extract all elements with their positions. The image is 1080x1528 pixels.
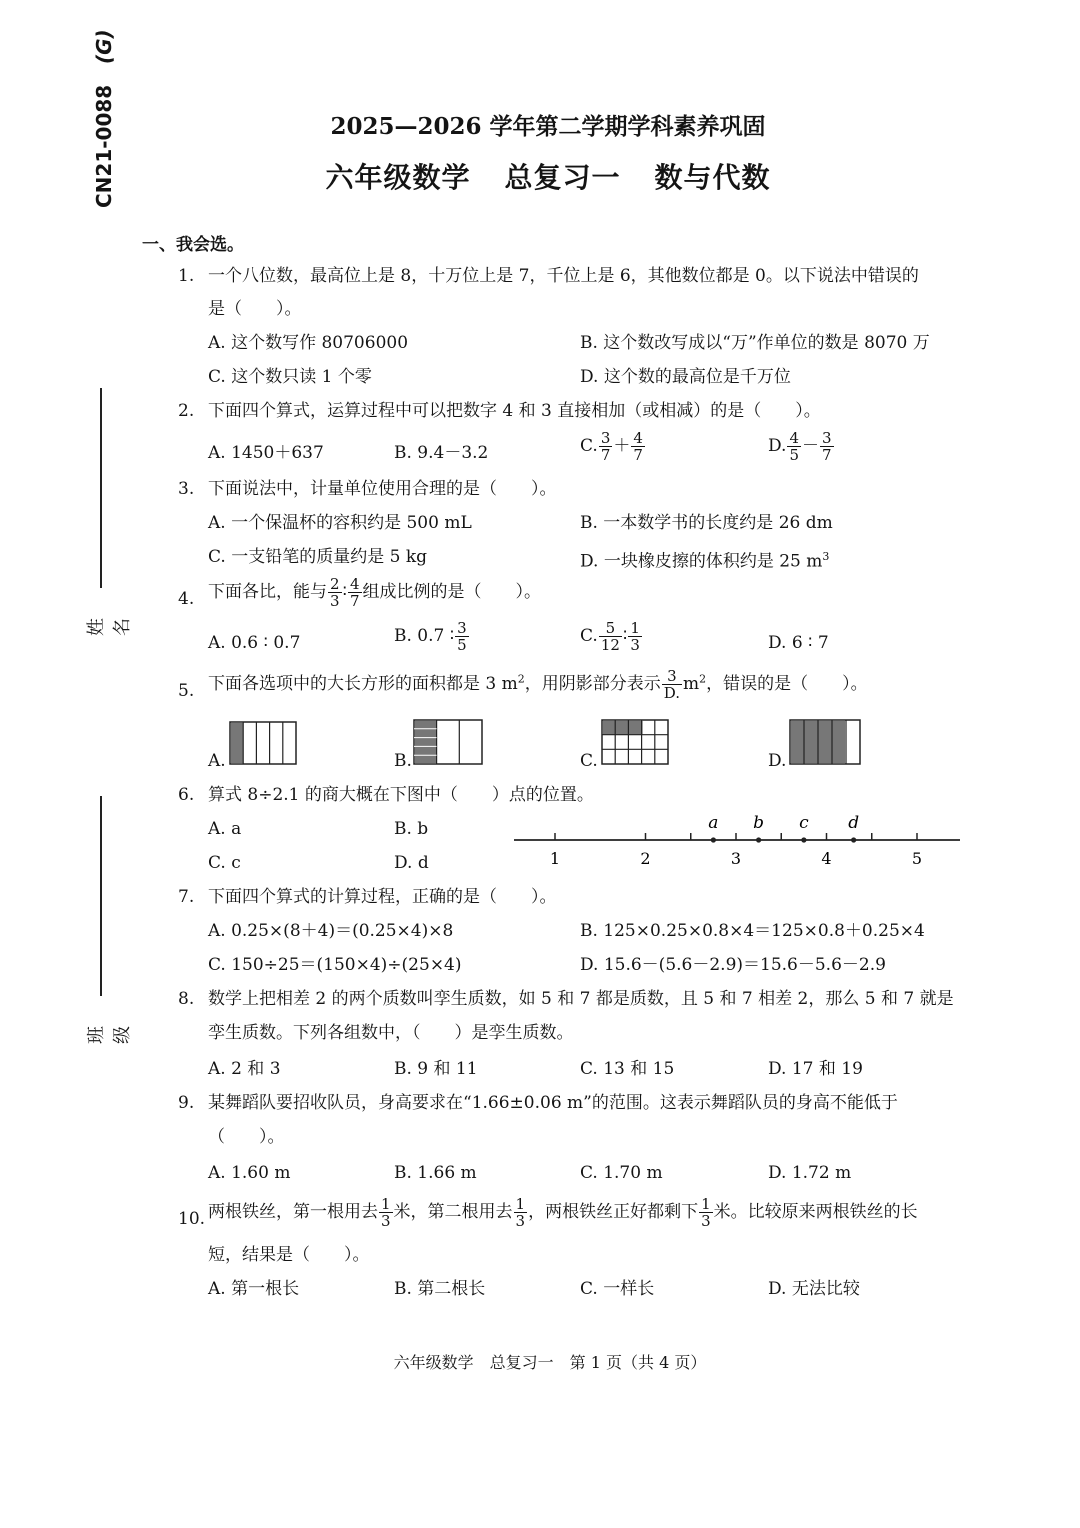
q10-option-d[interactable]: D. 无法比较 xyxy=(768,1279,860,1299)
q1-option-c[interactable]: C. 这个数只读 1 个零 xyxy=(208,367,372,387)
q2-stem: 下面四个算式，运算过程中可以把数字 4 和 3 直接相加（或相减）的是（ ）。 xyxy=(208,401,821,421)
q2-option-d[interactable]: D. $\frac{4}{5}$ － $\frac{3}{7}$ xyxy=(768,429,832,464)
point-label-b: b xyxy=(753,813,765,833)
fraction: $\frac{4}{7}$ xyxy=(349,575,360,610)
fraction: $\frac{3}{D.}$ xyxy=(663,667,681,702)
page-subtitle xyxy=(0,156,1080,196)
q7-option-b[interactable]: B. 125×0.25×0.8×4＝125×0.8＋0.25×4 xyxy=(580,921,925,941)
q5-figure-a xyxy=(230,722,300,768)
q3-number: 3. xyxy=(178,479,195,499)
q5-option-d[interactable]: D. xyxy=(768,751,787,771)
q6-option-a[interactable]: A. a xyxy=(208,819,242,839)
q6-option-d[interactable]: D. d xyxy=(394,853,429,873)
exam-code: CN21-0088 xyxy=(92,84,116,208)
q2-number: 2. xyxy=(178,401,195,421)
q5-option-c[interactable]: C. xyxy=(580,751,598,771)
q5-option-b[interactable]: B. xyxy=(394,751,412,771)
q6-option-b[interactable]: B. b xyxy=(394,819,429,839)
fraction: $\frac{1}{3}$ xyxy=(515,1195,526,1230)
q7-option-c[interactable]: C. 150÷25＝(150×4)÷(25×4) xyxy=(208,955,462,975)
q7-option-a[interactable]: A. 0.25×(8＋4)＝(0.25×4)×8 xyxy=(208,921,454,941)
q3-stem: 下面说法中，计量单位使用合理的是（ ）。 xyxy=(208,479,557,499)
fraction: $\frac{1}{3}$ xyxy=(381,1195,391,1230)
fraction: $\frac{2}{3}$ xyxy=(330,575,340,610)
q8-option-c[interactable]: C. 13 和 15 xyxy=(580,1059,675,1079)
q8-stem-line2: 孪生质数。下列各组数中，（ ）是孪生质数。 xyxy=(208,1023,574,1043)
q9-stem-line1: 某舞蹈队要招收队员，身高要求在“1.66±0.06 m”的范围。这表示舞蹈队员的身高不能低于 xyxy=(208,1093,898,1113)
q5-stem: 下面各选项中的大长方形的面积都是 3 $m^2$，用阴影部分表示 $\frac{3}{D.}$ $m^2$，错误的是（ ）。 xyxy=(208,667,868,702)
page-footer: 六年级数学 总复习一 第 1 页（共 4 页） xyxy=(393,1353,707,1372)
q4-option-c[interactable]: C. $\frac{5}{12}$ ∶ $\frac{1}{3}$ xyxy=(580,619,640,654)
q1-option-d[interactable]: D. 这个数的最高位是千万位 xyxy=(580,367,791,387)
q7-stem: 下面四个算式的计算过程，正确的是（ ）。 xyxy=(208,887,557,907)
q6-option-c[interactable]: C. c xyxy=(208,853,241,873)
q9-option-d[interactable]: D. 1.72 m xyxy=(768,1163,852,1183)
q3-option-d[interactable]: D. 一块橡皮擦的体积约是 25 $m^3$ xyxy=(580,550,830,572)
q10-stem-line1: 两根铁丝，第一根用去 $\frac{1}{3}$ 米，第二根用去 $\frac{1}{3}$ ，两根铁丝正好都剩下 $\frac{1}{3}$ 米。比较原来两根铁丝的长 xyxy=(208,1195,918,1230)
q2-option-c[interactable]: C. $\frac{3}{7}$ ＋ $\frac{4}{7}$ xyxy=(580,429,643,464)
point-label-d: d xyxy=(848,813,860,833)
q3-option-a[interactable]: A. 一个保温杯的容积约是 500 mL xyxy=(208,513,472,533)
axis-tick-label: 4 xyxy=(821,849,832,868)
q8-number: 8. xyxy=(178,989,195,1009)
name-label: 姓名 xyxy=(86,618,133,636)
axis-tick-label: 2 xyxy=(640,849,651,868)
number-line xyxy=(514,813,960,872)
fraction: $\frac{1}{3}$ xyxy=(630,619,640,654)
q5-figure-c xyxy=(602,720,672,766)
q9-option-a[interactable]: A. 1.60 m xyxy=(208,1163,291,1183)
q9-number: 9. xyxy=(178,1093,195,1113)
fraction: $\frac{1}{3}$ xyxy=(701,1195,711,1230)
fraction: $\frac{3}{7}$ xyxy=(821,429,832,464)
q1-number: 1. xyxy=(178,266,195,286)
subtitle-review: 总复习一 xyxy=(504,161,621,194)
q8-stem-line1: 数学上把相差 2 的两个质数叫孪生质数，如 5 和 7 都是质数，且 5 和 7 相差 2，那么 5 和 7 就是 xyxy=(208,989,954,1009)
q7-number: 7. xyxy=(178,887,195,907)
class-blank-line[interactable] xyxy=(100,796,102,996)
axis-tick-label: 1 xyxy=(549,849,561,868)
q10-stem-line2: 短，结果是（ ）。 xyxy=(208,1245,370,1265)
q1-stem-line1: 一个八位数，最高位上是 8，十万位上是 7，千位上是 6，其他数位都是 0。以下说法中错误的 xyxy=(208,266,919,286)
q8-option-b[interactable]: B. 9 和 11 xyxy=(394,1059,478,1079)
q9-option-b[interactable]: B. 1.66 m xyxy=(394,1163,477,1183)
q9-option-c[interactable]: C. 1.70 m xyxy=(580,1163,663,1183)
point-a xyxy=(711,837,716,842)
q10-option-a[interactable]: A. 第一根长 xyxy=(208,1279,300,1299)
q3-option-b[interactable]: B. 一本数学书的长度约是 26 dm xyxy=(580,513,833,533)
q8-option-d[interactable]: D. 17 和 19 xyxy=(768,1059,863,1079)
q5-number: 5. xyxy=(178,681,195,701)
point-label-a: a xyxy=(708,813,719,833)
exam-version: (G) xyxy=(92,29,116,64)
fraction: $\frac{4}{7}$ xyxy=(633,429,643,464)
subtitle-topic: 数与代数 xyxy=(654,161,771,194)
q8-option-a[interactable]: A. 2 和 3 xyxy=(208,1059,281,1079)
axis-tick-label: 5 xyxy=(911,849,923,868)
page-title: 2025—2026 学年第二学期学科素养巩固 xyxy=(330,113,766,140)
point-d xyxy=(851,837,856,842)
q3-option-c[interactable]: C. 一支铅笔的质量约是 5 kg xyxy=(208,547,428,567)
q10-number: 10. xyxy=(178,1209,206,1229)
q6-number: 6. xyxy=(178,785,195,805)
q4-option-a[interactable]: A. 0.6 ∶ 0.7 xyxy=(208,633,301,653)
class-label: 班级 xyxy=(86,1026,133,1044)
q10-option-c[interactable]: C. 一样长 xyxy=(580,1279,655,1299)
axis-tick-label: 3 xyxy=(730,849,742,868)
fraction: $\frac{5}{12}$ xyxy=(600,619,620,654)
q6-stem: 算式 8÷2.1 的商大概在下图中（ ）点的位置。 xyxy=(208,785,594,805)
point-label-c: c xyxy=(799,813,809,833)
q1-option-b[interactable]: B. 这个数改写成以“万”作单位的数是 8070 万 xyxy=(580,333,930,353)
q2-option-a[interactable]: A. 1450＋637 xyxy=(208,443,324,463)
q4-number: 4. xyxy=(178,589,195,609)
q2-option-b[interactable]: B. 9.4－3.2 xyxy=(394,443,489,463)
q7-option-d[interactable]: D. 15.6－(5.6－2.9)＝15.6－5.6－2.9 xyxy=(580,955,886,975)
fraction: $\frac{4}{5}$ xyxy=(789,429,799,464)
subtitle-grade: 六年级数学 xyxy=(325,161,471,194)
point-c xyxy=(801,837,806,842)
q5-figure-d xyxy=(790,720,864,766)
q1-stem-line2: 是（ ）。 xyxy=(208,299,302,319)
q4-option-b[interactable]: B. 0.7 ∶ $\frac{3}{5}$ xyxy=(394,619,467,654)
q9-stem-line2: （ ）。 xyxy=(208,1127,285,1147)
point-b xyxy=(756,837,761,842)
section-heading: 一、我会选。 xyxy=(142,235,244,255)
name-blank-line[interactable] xyxy=(100,388,102,588)
q4-option-d[interactable]: D. 6 ∶ 7 xyxy=(768,633,829,653)
q4-stem: 下面各比，能与 $\frac{2}{3}$ ∶ $\frac{4}{7}$ 组成比例的是（ ）。 xyxy=(208,575,542,610)
q5-option-a[interactable]: A. xyxy=(208,751,226,771)
fraction: $\frac{3}{7}$ xyxy=(600,429,611,464)
fraction: $\frac{3}{5}$ xyxy=(457,619,467,654)
q1-option-a[interactable]: A. 这个数写作 80706000 xyxy=(208,333,409,353)
q10-option-b[interactable]: B. 第二根长 xyxy=(394,1279,486,1299)
q5-figure-b xyxy=(414,720,486,766)
